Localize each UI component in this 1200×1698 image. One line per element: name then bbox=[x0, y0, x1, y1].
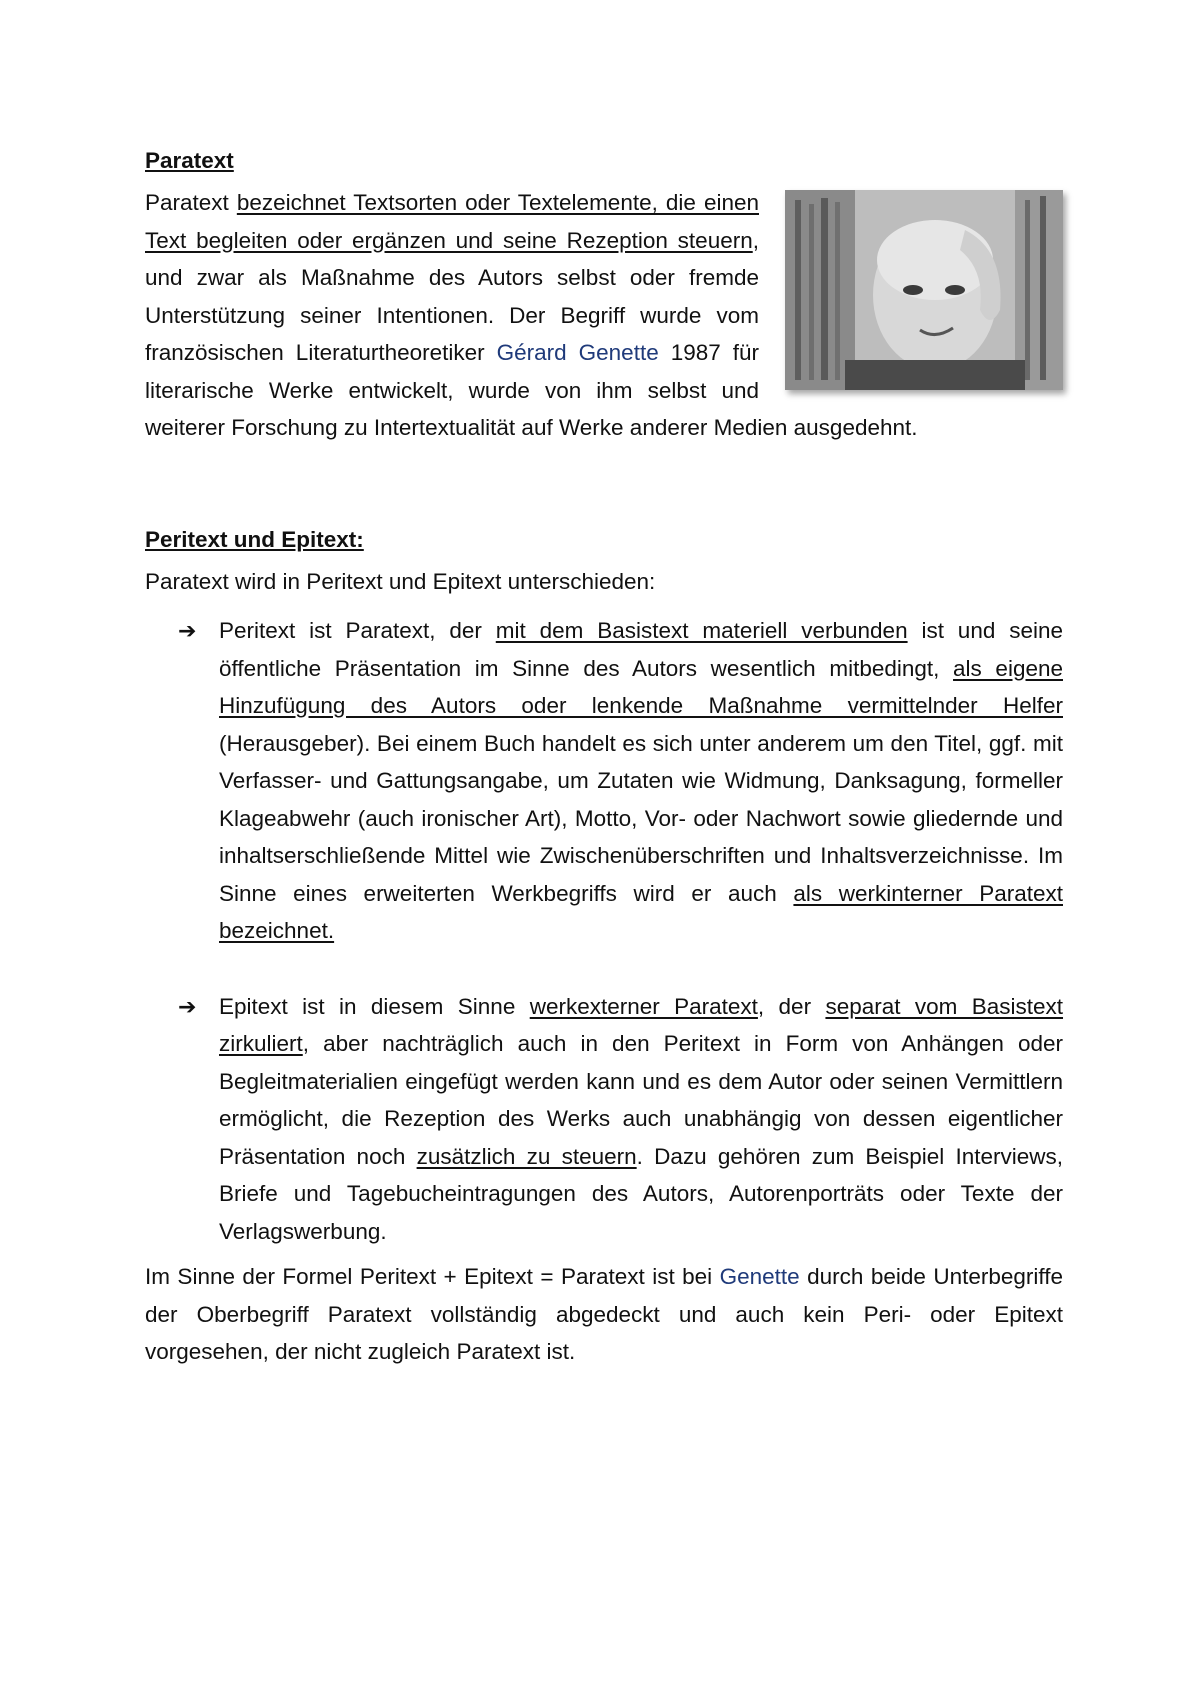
text-span: ist und seine öffentliche Präsentation im Sinne des Autors wesentlich mitbedingt, bbox=[219, 618, 1063, 681]
list-item bbox=[145, 612, 1063, 950]
underlined-text: als werkinterner Paratext bezeichnet. bbox=[219, 880, 1063, 943]
arrow-right-icon: ➔ bbox=[178, 993, 197, 1019]
text-span: Epitext ist in diesem Sinne bbox=[219, 993, 530, 1019]
text-span: , aber nachträglich auch in den Peritext in Form von Anhängen oder Begleitmaterialien eingefügt werden kann und es dem Autor oder seinen Vermittlern ermöglicht, die Rezeption des Werks auch unabhängig von dessen eigentlicher Präsentation noch bbox=[219, 1031, 1063, 1169]
intro-text: Paratext wird in Peritext und Epitext unterschieden: bbox=[145, 568, 656, 594]
text-span: , und zwar als Maßnahme des Autors selbst oder fremde Unterstützung seiner Intentionen. Der Begriff wurde vom französischen Literaturtheoretiker bbox=[145, 227, 759, 365]
author-name: Genette bbox=[719, 1264, 800, 1289]
text-span: (Herausgeber). Bei einem Buch handelt es sich unter anderem um den Titel, ggf. mit Verfasser- und Gattungsangabe, um Zutaten wie Widmung, Danksagung, formeller Klageabwehr (auch ironischer Art), Motto, Vor- oder Nachwort sowie gliedernde und inhaltserschließende Mittel wie Zwischenüberschriften und Inhaltsverzeichnisse. Im Sinne eines erweiterten Werkbegriffs wird er auch bbox=[219, 730, 1063, 906]
author-name: Gérard Genette bbox=[496, 340, 659, 365]
text-span: , der bbox=[757, 993, 826, 1019]
closing-paragraph bbox=[145, 1258, 1063, 1371]
heading-paratext: Paratext bbox=[145, 148, 234, 173]
underlined-text: separat vom Basistext zirkuliert bbox=[219, 993, 1064, 1056]
underlined-text: mit dem Basistext materiell verbunden bbox=[495, 618, 908, 643]
text-span: . Dazu gehören zum Beispiel Interviews, Briefe und Tagebucheintragungen des Autors, Autorenporträts oder Texte der Verlagswerbung. bbox=[219, 1143, 1063, 1244]
heading-peritext-epitext: Peritext und Epitext: bbox=[145, 526, 364, 552]
text-span: durch beide Unterbegriffe der Oberbegriff Paratext vollständig abgedeckt und auch kein Peri- oder Epitext vorgesehen, der nicht zugleich Paratext ist. bbox=[145, 1264, 1063, 1364]
underlined-text: zusätzlich zu steuern bbox=[416, 1143, 637, 1169]
peritext-paragraph bbox=[219, 612, 1063, 950]
underlined-text: als eigene Hinzufügung des Autors oder lenkende Maßnahme vermittelnder Helfer bbox=[219, 655, 1063, 718]
list-item bbox=[145, 988, 1063, 1251]
underlined-text: werkexterner Paratext bbox=[529, 993, 758, 1019]
text-span: 1987 für literarische Werke entwickelt, wurde von ihm selbst und weiterer Forschung zu Intertextualität auf Werke anderer Medien ausgedehnt. bbox=[145, 340, 918, 440]
text-span: Peritext ist Paratext, der bbox=[219, 618, 496, 643]
epitext-paragraph bbox=[219, 988, 1063, 1251]
text-span: Im Sinne der Formel Peritext + Epitext = Paratext ist bei bbox=[145, 1264, 720, 1289]
document-content bbox=[145, 146, 1063, 1371]
underlined-text: bezeichnet Textsorten oder Textelemente, die einen Text begleiten oder ergänzen und seine Rezeption steuern bbox=[145, 190, 759, 253]
arrow-right-icon: ➔ bbox=[178, 618, 197, 643]
text-span: Paratext bbox=[145, 190, 237, 215]
portrait-photo bbox=[785, 190, 1063, 390]
